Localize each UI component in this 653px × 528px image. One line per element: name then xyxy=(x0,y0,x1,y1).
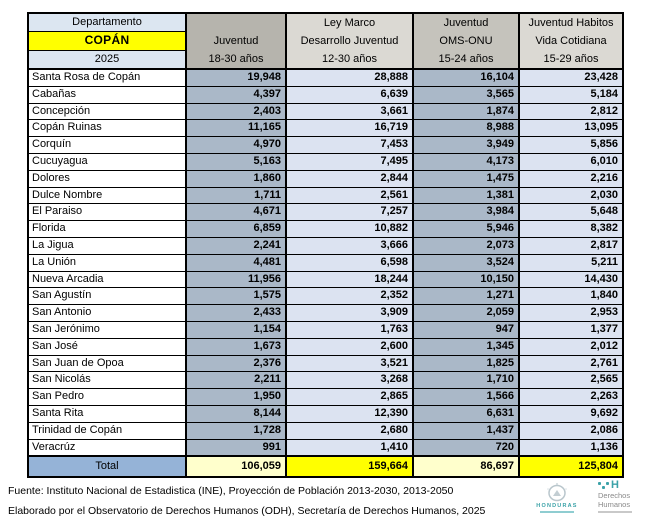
value-cell: 947 xyxy=(413,321,519,338)
column-header-juventud-18-30 xyxy=(186,13,286,69)
honduras-emblem-icon xyxy=(544,481,570,503)
value-cell: 2,565 xyxy=(519,372,623,389)
footer-notes xyxy=(8,481,485,521)
table-row xyxy=(28,271,623,288)
value-cell: 1,860 xyxy=(186,170,286,187)
value-cell: 1,475 xyxy=(413,170,519,187)
value-cell: 2,263 xyxy=(519,389,623,406)
credit-note: Elaborado por el Observatorio de Derechos Humanos (ODH), Secretaría de Derechos Humanos, 2025 xyxy=(8,505,486,517)
table-row xyxy=(28,439,623,456)
municipality-name: La Jigua xyxy=(28,237,186,254)
derechos-humanos-logo xyxy=(598,479,650,513)
value-cell: 6,010 xyxy=(519,153,623,170)
table-row xyxy=(28,86,623,103)
value-cell: 10,882 xyxy=(286,221,413,238)
table-row xyxy=(28,321,623,338)
value-cell: 4,397 xyxy=(186,86,286,103)
value-cell: 6,859 xyxy=(186,221,286,238)
table-row xyxy=(28,288,623,305)
municipality-name: San Nicolás xyxy=(28,372,186,389)
value-cell: 2,352 xyxy=(286,288,413,305)
column-header-line: Vida Cotidiana xyxy=(535,35,607,47)
derechos-label: Derechos xyxy=(598,491,631,500)
value-cell: 13,095 xyxy=(519,120,623,137)
logo-letter-h: H xyxy=(611,478,619,491)
value-cell: 2,086 xyxy=(519,422,623,439)
value-cell: 1,840 xyxy=(519,288,623,305)
value-cell: 1,154 xyxy=(186,321,286,338)
value-cell: 1,950 xyxy=(186,389,286,406)
value-cell: 10,150 xyxy=(413,271,519,288)
value-cell: 1,271 xyxy=(413,288,519,305)
column-header-line: Juventud xyxy=(213,35,259,47)
municipality-name: El Paraiso xyxy=(28,204,186,221)
value-cell: 1,566 xyxy=(413,389,519,406)
derechos-humanos-mark-icon xyxy=(598,479,650,491)
municipality-name: Concepción xyxy=(28,103,186,120)
table-row xyxy=(28,305,623,322)
header-departamento: Departamento xyxy=(28,13,186,32)
header-year: 2025 xyxy=(28,50,186,69)
value-cell: 1,575 xyxy=(186,288,286,305)
value-cell: 6,598 xyxy=(286,254,413,271)
population-table xyxy=(27,12,624,478)
table-row xyxy=(28,237,623,254)
table-row xyxy=(28,153,623,170)
table-row xyxy=(28,254,623,271)
value-cell: 8,382 xyxy=(519,221,623,238)
honduras-logo-label: HONDURAS xyxy=(536,503,578,509)
value-cell: 16,104 xyxy=(413,69,519,86)
table-row xyxy=(28,338,623,355)
value-cell: 5,946 xyxy=(413,221,519,238)
value-cell: 3,268 xyxy=(286,372,413,389)
value-cell: 7,495 xyxy=(286,153,413,170)
value-cell: 2,211 xyxy=(186,372,286,389)
value-cell: 1,728 xyxy=(186,422,286,439)
value-cell: 3,949 xyxy=(413,137,519,154)
value-cell: 2,073 xyxy=(413,237,519,254)
municipality-name: Santa Rosa de Copán xyxy=(28,69,186,86)
table-row xyxy=(28,355,623,372)
municipality-name: Santa Rita xyxy=(28,405,186,422)
table-row xyxy=(28,221,623,238)
value-cell: 2,865 xyxy=(286,389,413,406)
total-value: 159,664 xyxy=(286,456,413,477)
municipality-name: Trinidad de Copán xyxy=(28,422,186,439)
value-cell: 2,216 xyxy=(519,170,623,187)
value-cell: 3,521 xyxy=(286,355,413,372)
value-cell: 11,165 xyxy=(186,120,286,137)
value-cell: 6,631 xyxy=(413,405,519,422)
value-cell: 2,241 xyxy=(186,237,286,254)
value-cell: 18,244 xyxy=(286,271,413,288)
value-cell: 720 xyxy=(413,439,519,456)
value-cell: 23,428 xyxy=(519,69,623,86)
table-row xyxy=(28,187,623,204)
column-header-line: OMS-ONU xyxy=(439,35,493,47)
column-header-line: 12-30 años xyxy=(321,53,378,65)
table-row xyxy=(28,170,623,187)
value-cell: 2,844 xyxy=(286,170,413,187)
column-header-line: 15-24 años xyxy=(438,53,494,65)
municipality-name: San Antonio xyxy=(28,305,186,322)
table-row xyxy=(28,103,623,120)
municipality-name: Dolores xyxy=(28,170,186,187)
column-header-line: 18-30 años xyxy=(208,53,264,65)
value-cell: 3,524 xyxy=(413,254,519,271)
municipality-name: Veracrúz xyxy=(28,439,186,456)
value-cell: 2,561 xyxy=(286,187,413,204)
column-header-habitos-15-29 xyxy=(519,13,623,69)
municipality-name: Cucuyagua xyxy=(28,153,186,170)
table-row xyxy=(28,69,623,86)
value-cell: 6,639 xyxy=(286,86,413,103)
value-cell: 1,711 xyxy=(186,187,286,204)
column-header-ley-marco-12-30 xyxy=(286,13,413,69)
value-cell: 5,163 xyxy=(186,153,286,170)
derechos-logo-tagline xyxy=(598,511,632,513)
total-value: 106,059 xyxy=(186,456,286,477)
municipality-name: Nueva Arcadia xyxy=(28,271,186,288)
municipality-name: Copán Ruinas xyxy=(28,120,186,137)
table-row xyxy=(28,389,623,406)
value-cell: 1,673 xyxy=(186,338,286,355)
table-row xyxy=(28,120,623,137)
value-cell: 3,666 xyxy=(286,237,413,254)
value-cell: 12,390 xyxy=(286,405,413,422)
value-cell: 7,453 xyxy=(286,137,413,154)
value-cell: 3,565 xyxy=(413,86,519,103)
value-cell: 2,761 xyxy=(519,355,623,372)
municipality-name: Florida xyxy=(28,221,186,238)
value-cell: 4,173 xyxy=(413,153,519,170)
table-row xyxy=(28,137,623,154)
column-header-line: Ley Marco xyxy=(323,17,376,29)
value-cell: 28,888 xyxy=(286,69,413,86)
value-cell: 1,763 xyxy=(286,321,413,338)
source-note: Fuente: Instituto Nacional de Estadistica (INE), Proyección de Población 2013-2030, 2013-2050 xyxy=(8,485,454,497)
column-header-line: 15-29 años xyxy=(543,53,599,65)
value-cell: 1,874 xyxy=(413,103,519,120)
value-cell: 991 xyxy=(186,439,286,456)
value-cell: 2,680 xyxy=(286,422,413,439)
value-cell: 8,144 xyxy=(186,405,286,422)
value-cell: 2,059 xyxy=(413,305,519,322)
value-cell: 4,970 xyxy=(186,137,286,154)
total-value: 86,697 xyxy=(413,456,519,477)
value-cell: 3,909 xyxy=(286,305,413,322)
value-cell: 14,430 xyxy=(519,271,623,288)
value-cell: 16,719 xyxy=(286,120,413,137)
column-header-line: Desarrollo Juventud xyxy=(300,35,399,47)
value-cell: 1,377 xyxy=(519,321,623,338)
value-cell: 4,481 xyxy=(186,254,286,271)
value-cell: 5,211 xyxy=(519,254,623,271)
value-cell: 8,988 xyxy=(413,120,519,137)
column-header-line: Juventud Habitos xyxy=(528,17,614,29)
table-row xyxy=(28,372,623,389)
table-row xyxy=(28,405,623,422)
value-cell: 1,825 xyxy=(413,355,519,372)
value-cell: 2,817 xyxy=(519,237,623,254)
value-cell: 2,376 xyxy=(186,355,286,372)
municipality-name: Corquín xyxy=(28,137,186,154)
value-cell: 11,956 xyxy=(186,271,286,288)
column-header-line: Juventud xyxy=(443,17,489,29)
municipality-name: Dulce Nombre xyxy=(28,187,186,204)
value-cell: 1,437 xyxy=(413,422,519,439)
municipality-name: San Jerónimo xyxy=(28,321,186,338)
municipality-name: Cabañas xyxy=(28,86,186,103)
dots-icon xyxy=(598,482,609,489)
humanos-label: Humanos xyxy=(598,500,631,509)
table-body xyxy=(28,69,623,456)
municipality-name: San Juan de Opoa xyxy=(28,355,186,372)
value-cell: 5,648 xyxy=(519,204,623,221)
value-cell: 19,948 xyxy=(186,69,286,86)
value-cell: 3,661 xyxy=(286,103,413,120)
municipality-name: San José xyxy=(28,338,186,355)
table-header xyxy=(28,13,623,69)
total-label: Total xyxy=(28,456,186,477)
municipality-name: San Pedro xyxy=(28,389,186,406)
value-cell: 1,710 xyxy=(413,372,519,389)
value-cell: 2,403 xyxy=(186,103,286,120)
header-department-name: COPÁN xyxy=(28,32,186,50)
value-cell: 5,856 xyxy=(519,137,623,154)
total-value: 125,804 xyxy=(519,456,623,477)
column-header-oms-onu-15-24 xyxy=(413,13,519,69)
value-cell: 2,030 xyxy=(519,187,623,204)
total-row xyxy=(28,456,623,477)
value-cell: 3,984 xyxy=(413,204,519,221)
value-cell: 5,184 xyxy=(519,86,623,103)
municipality-name: San Agustín xyxy=(28,288,186,305)
municipality-name: La Unión xyxy=(28,254,186,271)
value-cell: 2,012 xyxy=(519,338,623,355)
honduras-logo xyxy=(527,481,587,513)
value-cell: 2,953 xyxy=(519,305,623,322)
value-cell: 2,812 xyxy=(519,103,623,120)
table-row xyxy=(28,204,623,221)
value-cell: 4,671 xyxy=(186,204,286,221)
honduras-logo-tagline xyxy=(540,511,574,513)
value-cell: 7,257 xyxy=(286,204,413,221)
value-cell: 1,345 xyxy=(413,338,519,355)
value-cell: 1,410 xyxy=(286,439,413,456)
value-cell: 2,600 xyxy=(286,338,413,355)
value-cell: 1,381 xyxy=(413,187,519,204)
value-cell: 1,136 xyxy=(519,439,623,456)
table-row xyxy=(28,422,623,439)
value-cell: 9,692 xyxy=(519,405,623,422)
value-cell: 2,433 xyxy=(186,305,286,322)
